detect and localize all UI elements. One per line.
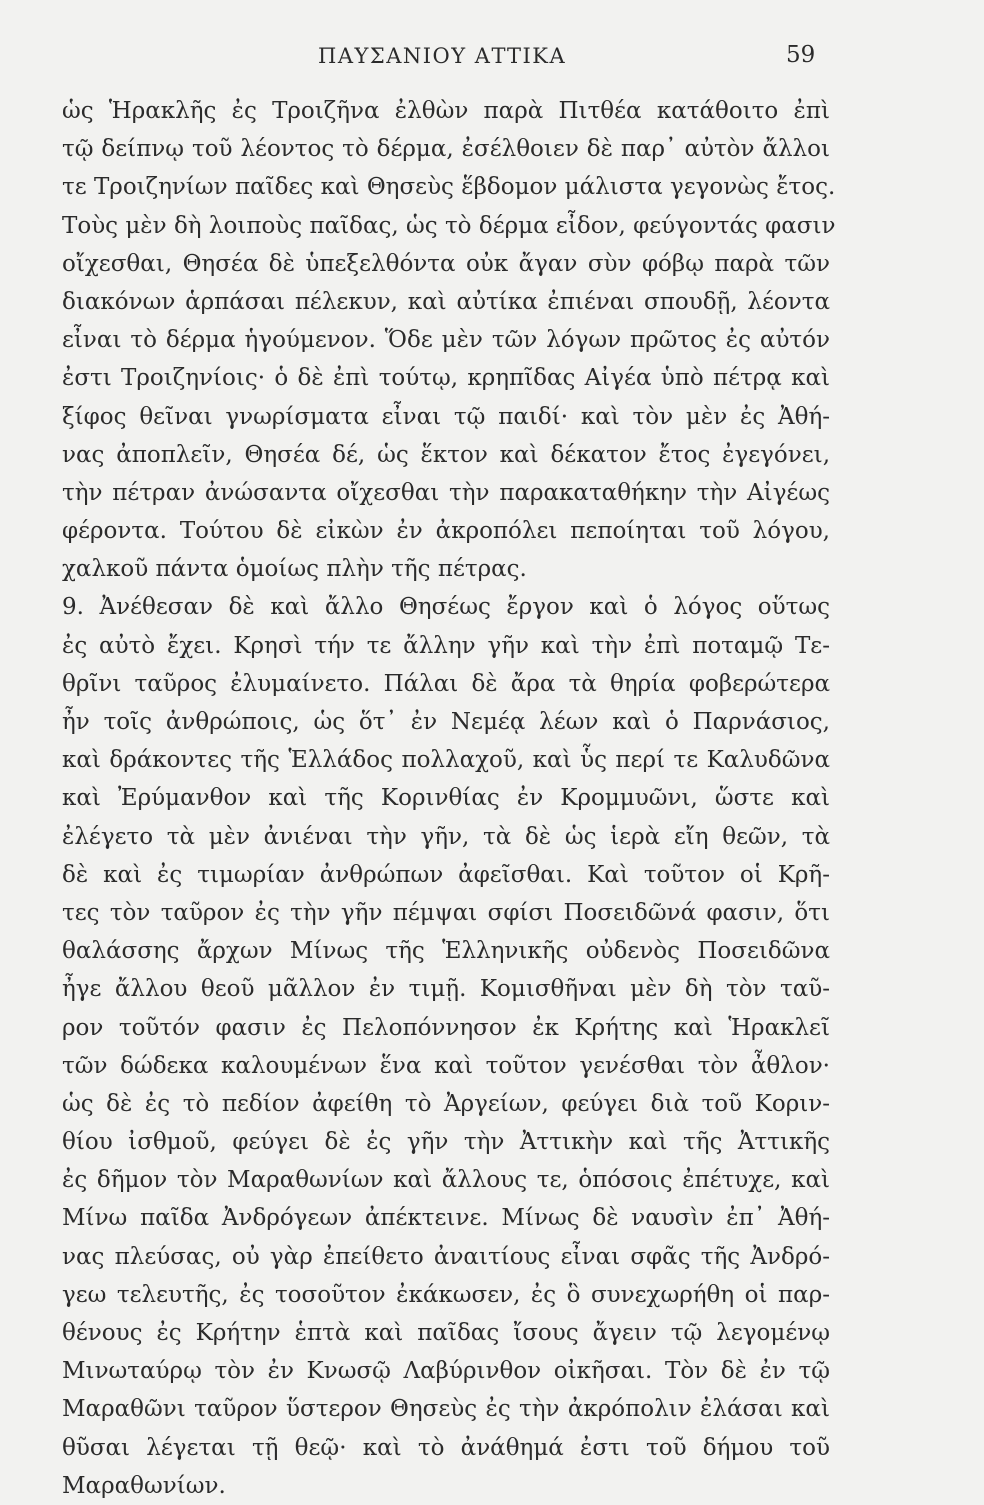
text-line: εἶναι τὸ δέρμα ἡγούμενον. Ὅδε μὲν τῶν λόγων πρῶτος ἐς αὐτόν	[62, 327, 830, 354]
text-line: τῶν δώδεκα καλουμένων ἕνα καὶ τοῦτον γενέσθαι τὸν ἆθλον·	[62, 1052, 830, 1079]
text-line: τὴν πέτραν ἀνώσαντα οἴχεσθαι τὴν παρακαταθήκην τὴν Αἰγέως	[62, 479, 830, 506]
text-line: καὶ δράκοντες τῆς Ἑλλάδος πολλαχοῦ, καὶ ὗς περί τε Καλυδῶνα	[62, 747, 830, 774]
text-line: Μίνω παῖδα Ἀνδρόγεων ἀπέκτεινε. Μίνως δὲ ναυσὶν ἐπ᾽ Ἀθή-	[62, 1205, 830, 1232]
text-line: καὶ Ἐρύμανθον καὶ τῆς Κορινθίας ἐν Κρομμυῶνι, ὥστε καὶ	[62, 785, 830, 812]
text-line: ἐς αὐτὸ ἔχει. Κρησὶ τήν τε ἄλλην γῆν καὶ τὴν ἐπὶ ποταμῷ Τε-	[62, 632, 830, 659]
text-line: ἐστι Τροιζηνίοις· ὁ δὲ ἐπὶ τούτῳ, κρηπῖδας Αἰγέα ὑπὸ πέτρᾳ καὶ	[62, 365, 830, 392]
text-line: ἐς δῆμον τὸν Μαραθωνίων καὶ ἄλλους τε, ὁπόσοις ἐπέτυχε, καὶ	[62, 1167, 830, 1194]
running-title: ΠΑΥΣΑΝΙΟΥ ΑΤΤΙΚΑ	[318, 44, 567, 68]
text-line: νας πλεύσας, οὐ γὰρ ἐπείθετο ἀναιτίους εἶναι σφᾶς τῆς Ἀνδρό-	[62, 1243, 830, 1270]
text-line: θίου ἰσθμοῦ, φεύγει δὲ ἐς γῆν τὴν Ἀττικὴν καὶ τῆς Ἀττικῆς	[62, 1129, 830, 1156]
running-head	[0, 44, 984, 78]
text-line: φέροντα. Τούτου δὲ εἰκὼν ἐν ἀκροπόλει πεποίηται τοῦ λόγου,	[62, 518, 830, 545]
text-line: τες τὸν ταῦρον ἐς τὴν γῆν πέμψαι σφίσι Ποσειδῶνά φασιν, ὅτι	[62, 899, 830, 926]
text-line: θῦσαι λέγεται τῇ θεῷ· καὶ τὸ ἀνάθημά ἐστι τοῦ δήμου τοῦ	[62, 1434, 830, 1461]
text-line: ἦν τοῖς ἀνθρώποις, ὡς ὅτ᾽ ἐν Νεμέᾳ λέων καὶ ὁ Παρνάσιος,	[62, 709, 830, 735]
paragraph-end-line: χαλκοῦ πάντα ὁμοίως πλὴν τῆς πέτρας.	[62, 556, 527, 583]
text-line: ὡς δὲ ἐς τὸ πεδίον ἀφείθη τὸ Ἀργείων, φεύγει διὰ τοῦ Κοριν-	[62, 1090, 830, 1117]
text-line: Τοὺς μὲν δὴ λοιποὺς παῖδας, ὡς τὸ δέρμα εἶδον, φεύγοντάς φασιν	[62, 212, 836, 239]
text-line: δὲ καὶ ἐς τιμωρίαν ἀνθρώπων ἀφεῖσθαι. Καὶ τοῦτον οἱ Κρῆ-	[62, 861, 830, 888]
text-line: Μαραθῶνι ταῦρον ὕστερον Θησεὺς ἐς τὴν ἀκρόπολιν ἐλάσαι καὶ	[62, 1396, 830, 1423]
page-number: 59	[786, 42, 816, 68]
text-line: τῷ δείπνῳ τοῦ λέοντος τὸ δέρμα, ἐσέλθοιεν δὲ παρ᾽ αὐτὸν ἄλλοι	[62, 136, 830, 163]
text-line: τε Τροιζηνίων παῖδες καὶ Θησεὺς ἕβδομον μάλιστα γεγονὼς ἔτος.	[62, 174, 836, 201]
section-start-line: 9. Ἀνέθεσαν δὲ καὶ ἄλλο Θησέως ἔργον καὶ ὁ λόγος οὕτως	[62, 594, 830, 621]
text-line: θρῖνι ταῦρος ἐλυμαίνετο. Πάλαι δὲ ἄρα τὰ θηρία φοβερώτερα	[62, 670, 830, 697]
text-line: ἐλέγετο τὰ μὲν ἀνιέναι τὴν γῆν, τὰ δὲ ὡς ἱερὰ εἴη θεῶν, τὰ	[62, 823, 830, 850]
text-line: ἦγε ἄλλου θεοῦ μᾶλλον ἐν τιμῇ. Κομισθῆναι μὲν δὴ τὸν ταῦ-	[62, 976, 830, 1003]
text-line: οἴχεσθαι, Θησέα δὲ ὑπεξελθόντα οὐκ ἄγαν σὺν φόβῳ παρὰ τῶν	[62, 250, 830, 277]
paragraph-end-line: Μαραθωνίων.	[62, 1472, 226, 1499]
text-line: διακόνων ἁρπάσαι πέλεκυν, καὶ αὐτίκα ἐπιέναι σπουδῇ, λέοντα	[62, 288, 830, 315]
text-line: ὡς Ἡρακλῆς ἐς Τροιζῆνα ἐλθὼν παρὰ Πιτθέα κατάθοιτο ἐπὶ	[62, 98, 830, 124]
text-line: θαλάσσης ἄρχων Μίνως τῆς Ἑλληνικῆς οὐδενὸς Ποσειδῶνα	[62, 938, 830, 965]
text-line: θένους ἐς Κρήτην ἑπτὰ καὶ παῖδας ἴσους ἄγειν τῷ λεγομένῳ	[62, 1320, 830, 1346]
body-text	[62, 92, 836, 1505]
text-line: νας ἀποπλεῖν, Θησέα δέ, ὡς ἕκτον καὶ δέκατον ἔτος ἐγεγόνει,	[62, 441, 830, 468]
text-line: ρον τοῦτόν φασιν ἐς Πελοπόννησον ἐκ Κρήτης καὶ Ἡρακλεῖ	[62, 1014, 830, 1041]
text-line: γεω τελευτῆς, ἐς τοσοῦτον ἐκάκωσεν, ἐς ὃ συνεχωρήθη οἱ παρ-	[62, 1281, 830, 1308]
text-line: ξίφος θεῖναι γνωρίσματα εἶναι τῷ παιδί· καὶ τὸν μὲν ἐς Ἀθή-	[62, 403, 830, 430]
text-line: Μινωταύρῳ τὸν ἐν Κνωσῷ Λαβύρινθον οἰκῆσαι. Τὸν δὲ ἐν τῷ	[62, 1358, 830, 1385]
